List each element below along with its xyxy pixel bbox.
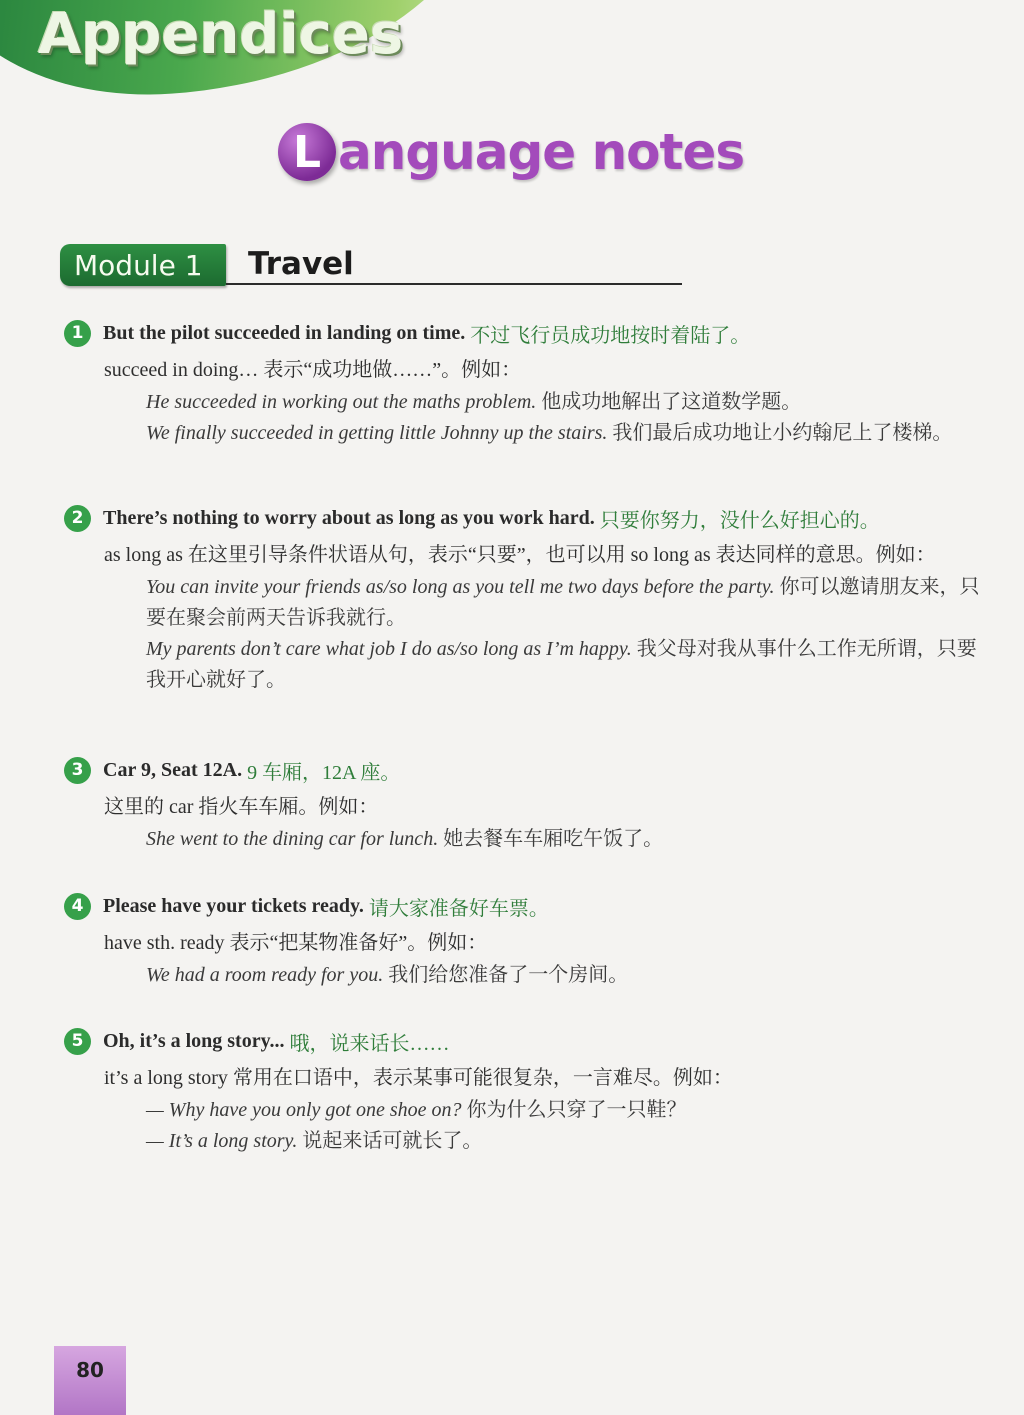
note-sentence-en: Oh, it’s a long story... <box>103 1029 285 1052</box>
example-sentence <box>146 572 984 634</box>
note-explanation: have sth. ready 表示“把某物准备好”。例如： <box>104 932 488 954</box>
note-sentence-en: Car 9, Seat 12A. <box>103 758 243 781</box>
note-sentence-en: Please have your tickets ready. <box>103 894 364 917</box>
note-sentence-en: But the pilot succeeded in landing on time. <box>103 321 466 344</box>
note-explanation: it’s a long story 常用在口语中，表示某事可能很复杂，一言难尽。例如： <box>104 1067 733 1089</box>
example-en: My parents don’t care what job I do as/so long as I’m happy. <box>146 638 632 660</box>
example-sentence <box>146 824 984 855</box>
example-cn: 我们给您准备了一个房间。 <box>388 964 629 986</box>
note-sentence-cn: 请大家准备好车票。 <box>368 897 549 920</box>
note-number-badge: 5 <box>64 1028 91 1055</box>
example-cn: 我父母对我从事什么工作无所谓，只要我开心就好了。 <box>146 638 977 691</box>
module-title: Travel <box>248 246 354 282</box>
module-label: Module 1 <box>60 244 226 286</box>
language-note-1 <box>64 318 984 449</box>
note-explanation: 这里的 car 指火车车厢。例如： <box>104 796 379 818</box>
page-number: 80 <box>54 1346 126 1415</box>
example-cn: 你可以邀请朋友来，只要在聚会前两天告诉我就行。 <box>146 576 980 629</box>
page-title <box>278 120 744 184</box>
language-note-4 <box>64 891 984 991</box>
language-note-3 <box>64 755 984 855</box>
example-en: She went to the dining car for lunch. <box>146 828 439 850</box>
title-initial-badge: L <box>278 123 336 181</box>
example-cn: 说起来话可就长了。 <box>302 1130 483 1152</box>
note-number-badge: 2 <box>64 505 91 532</box>
example-sentence <box>146 1126 984 1157</box>
note-sentence-cn: 不过飞行员成功地按时着陆了。 <box>470 324 751 347</box>
note-number-badge: 4 <box>64 893 91 920</box>
note-explanation: as long as 在这里引导条件状语从句，表示“只要”，也可以用 so long as 表达同样的意思。例如： <box>104 544 936 566</box>
note-number-badge: 3 <box>64 757 91 784</box>
example-en: We had a room ready for you. <box>146 964 384 986</box>
note-sentence-cn: 哦，说来话长…… <box>289 1032 450 1055</box>
example-cn: 他成功地解出了这道数学题。 <box>541 391 802 413</box>
module-header <box>60 244 682 288</box>
example-cn: 她去餐车车厢吃午饭了。 <box>443 828 664 850</box>
note-sentence-cn: 只要你努力，没什么好担心的。 <box>599 509 880 532</box>
example-cn: 你为什么只穿了一只鞋？ <box>466 1099 687 1121</box>
language-note-5 <box>64 1026 984 1157</box>
language-note-2 <box>64 503 984 696</box>
example-cn: 我们最后成功地让小约翰尼上了楼梯。 <box>612 422 953 444</box>
example-sentence <box>146 1095 984 1126</box>
example-en: You can invite your friends as/so long as you tell me two days before the party. <box>146 576 775 598</box>
title-rest: anguage notes <box>338 123 745 181</box>
note-number-badge: 1 <box>64 320 91 347</box>
note-explanation: succeed in doing… 表示“成功地做……”。例如： <box>104 359 522 381</box>
example-sentence <box>146 960 984 991</box>
appendices-title: Appendices <box>38 2 404 67</box>
example-en: — It’s a long story. <box>146 1130 298 1152</box>
note-sentence-en: There’s nothing to worry about as long as you work hard. <box>103 506 595 529</box>
example-sentence <box>146 634 984 696</box>
module-underline <box>226 283 682 285</box>
example-sentence <box>146 418 984 449</box>
example-en: We finally succeeded in getting little Johnny up the stairs. <box>146 422 608 444</box>
example-en: He succeeded in working out the maths problem. <box>146 391 537 413</box>
example-sentence <box>146 387 984 418</box>
note-sentence-cn: 9 车厢，12A 座。 <box>247 761 401 784</box>
example-en: — Why have you only got one shoe on? <box>146 1099 462 1121</box>
